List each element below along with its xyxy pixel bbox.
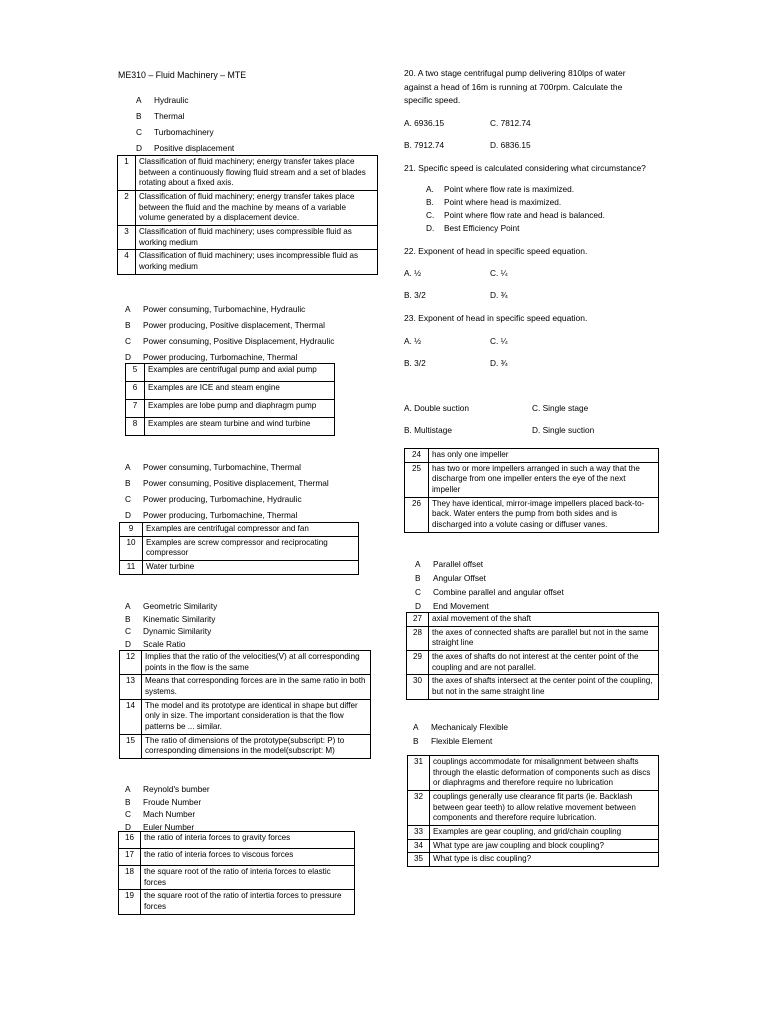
choice-c: C. 7812.74 — [490, 118, 531, 128]
option-row — [424, 183, 664, 196]
table-row — [126, 400, 335, 418]
option-text: Power producing, Turbomachine, Thermal — [143, 510, 298, 520]
table-row — [407, 675, 659, 699]
option-text: Kinematic Similarity — [143, 613, 216, 624]
item-number: 17 — [119, 849, 141, 866]
item-number: 2 — [118, 191, 136, 226]
item-text: has only one impeller — [429, 449, 659, 463]
choice-b: B. Multistage — [404, 425, 452, 435]
option-text: Turbomachinery — [154, 127, 214, 137]
table-row — [119, 849, 355, 866]
section-1-table — [117, 155, 378, 275]
option-text: Hydraulic — [154, 95, 189, 105]
section-7-options — [415, 560, 645, 613]
item-number: 4 — [118, 250, 136, 274]
option-letter: B — [125, 320, 131, 330]
table-row — [118, 226, 378, 250]
option-letter: C — [125, 626, 131, 636]
option-row — [415, 574, 645, 588]
table-row — [407, 613, 659, 627]
table-row — [126, 382, 335, 400]
option-letter: A — [136, 95, 142, 105]
option-text: Geometric Similarity — [143, 601, 218, 611]
item-number: 10 — [120, 536, 143, 560]
choice-c: C. ¼ — [490, 268, 508, 278]
option-letter: A — [125, 462, 131, 472]
option-text: End Movement — [433, 601, 489, 611]
option-letter: B — [125, 796, 131, 807]
table-row — [120, 675, 371, 699]
option-text: Angular Offset — [433, 573, 486, 583]
choice-a: A. 6936.15 — [404, 118, 445, 128]
section-8-table — [407, 755, 659, 867]
option-letter: D — [125, 352, 131, 362]
option-letter: A — [415, 559, 421, 569]
item-text: Examples are gear coupling, and grid/chain coupling — [430, 826, 659, 840]
option-text: Thermal — [154, 111, 185, 121]
table-row — [119, 866, 355, 890]
option-text: Mach Number — [143, 809, 196, 819]
option-letter: B — [136, 111, 142, 121]
item-text: Examples are lobe pump and diaphragm pump — [145, 400, 335, 418]
option-text: Power consuming, Turbomachine, Hydraulic — [143, 304, 306, 314]
table-row — [405, 462, 659, 497]
option-text: Parallel offset — [433, 559, 484, 569]
section-2-options — [125, 305, 375, 365]
table-row — [408, 839, 659, 853]
option-text: Point where flow rate is maximized. — [444, 184, 575, 194]
option-letter: D — [415, 601, 421, 611]
option-text: Euler Number — [143, 821, 195, 832]
option-text: Power producing, Positive displacement, Thermal — [143, 320, 326, 330]
question-23-choices — [404, 336, 644, 368]
choice-d: D. ¾ — [490, 290, 508, 300]
item-text: the axes of shafts intersect at the center point of the coupling, but not in the same straight line — [429, 675, 659, 699]
option-row — [424, 222, 664, 235]
item-number: 34 — [408, 839, 430, 853]
item-text: Examples are centrifugal pump and axial pump — [145, 364, 335, 382]
choice-d: D. 6836.15 — [490, 140, 531, 150]
table-row — [407, 626, 659, 650]
option-row — [125, 810, 345, 823]
item-text: Classification of fluid machinery; uses incompressible fluid as working medium — [136, 250, 378, 274]
option-text: Best Efficiency Point — [444, 222, 520, 233]
option-row — [125, 627, 345, 640]
option-letter: A — [125, 601, 131, 611]
item-number: 5 — [126, 364, 145, 382]
item-number: 30 — [407, 675, 429, 699]
option-row — [125, 602, 345, 615]
option-text: Power consuming, Turbomachine, Thermal — [143, 462, 302, 472]
choice-a: A. ½ — [404, 336, 422, 346]
item-number: 8 — [126, 418, 145, 436]
table-row — [126, 418, 335, 436]
choice-c: C. ¼ — [490, 336, 508, 346]
option-letter: C — [415, 587, 421, 597]
item-number: 31 — [408, 756, 430, 791]
choice-b: B. 7912.74 — [404, 140, 445, 150]
item-number: 1 — [118, 156, 136, 191]
item-number: 11 — [120, 561, 143, 575]
table-row — [408, 756, 659, 791]
item-number: 32 — [408, 791, 430, 826]
item-text: What type is disc coupling? — [430, 853, 659, 867]
option-row — [125, 640, 345, 651]
option-letter: C — [125, 809, 131, 819]
section-4-options — [125, 602, 345, 651]
choice-b: B. 3/2 — [404, 290, 426, 300]
option-text: Point where flow rate and head is balanced. — [444, 209, 605, 220]
option-text: Power consuming, Positive Displacement, Hydraulic — [143, 336, 335, 346]
choice-b: B. 3/2 — [404, 358, 426, 368]
option-row — [136, 112, 336, 128]
table-row — [120, 734, 371, 758]
table-row — [408, 791, 659, 826]
table-row — [405, 497, 659, 532]
item-text: Implies that the ratio of the velocities(V) at all corresponding points in the flow is the same — [142, 651, 371, 675]
item-number: 13 — [120, 675, 142, 699]
item-number: 29 — [407, 651, 429, 675]
item-text: Examples are screw compressor and reciprocating compressor — [143, 536, 359, 560]
option-row — [125, 785, 345, 798]
choice-c: C. Single stage — [532, 403, 589, 413]
option-letter: C — [125, 336, 131, 346]
item-text: Means that corresponding forces are in the same ratio in both systems. — [142, 675, 371, 699]
item-text: Classification of fluid machinery; energy transfer takes place between a continuously flowing fluid stream and a set of blades rotating about a fixed axis. — [136, 156, 378, 191]
section-6-choices — [404, 403, 654, 435]
item-text: Examples are centrifugal compressor and fan — [143, 523, 359, 537]
item-text: the square root of the ratio of interia forces to elastic forces — [141, 866, 355, 890]
table-row — [119, 890, 355, 914]
item-text: Classification of fluid machinery; uses compressible fluid as working medium — [136, 226, 378, 250]
question-20: 20. A two stage centrifugal pump delivering 810lps of water against a head of 16m is running at 700rpm. Calculate the specific speed. — [404, 68, 626, 106]
section-4-table — [119, 650, 371, 759]
question-21-options — [424, 183, 664, 234]
option-letter: C. — [426, 209, 435, 220]
option-row — [125, 321, 375, 337]
page-title: ME310 – Fluid Machinery – MTE — [118, 70, 247, 80]
option-letter: B — [125, 613, 131, 624]
section-7-table — [406, 612, 659, 700]
question-21: 21. Specific speed is calculated considering what circumstance? — [404, 163, 646, 173]
option-row — [125, 337, 375, 353]
section-8-options — [413, 723, 643, 748]
item-text: The ratio of dimensions of the prototype(subscript: P) to corresponding dimensions in the model(subscript: M) — [142, 734, 371, 758]
option-letter: A — [125, 304, 131, 314]
question-22-choices — [404, 268, 644, 300]
table-row — [408, 826, 659, 840]
option-text: Froude Number — [143, 796, 202, 807]
item-text: the square root of the ratio of intertia forces to pressure forces — [141, 890, 355, 914]
option-row — [424, 209, 664, 222]
option-letter: A — [413, 722, 419, 732]
option-letter: D — [125, 821, 131, 832]
option-text: Flexible Element — [431, 736, 493, 746]
option-letter: C — [125, 494, 131, 504]
item-text: has two or more impellers arranged in such a way that the discharge from one impeller enters the eye of the next impeller — [429, 462, 659, 497]
option-row — [125, 305, 375, 321]
item-text: Water turbine — [143, 561, 359, 575]
table-row — [120, 561, 359, 575]
table-row — [118, 191, 378, 226]
table-row — [126, 364, 335, 382]
option-row — [413, 737, 643, 748]
option-letter: D — [125, 638, 131, 649]
option-text: Positive displacement — [154, 143, 235, 153]
option-row — [415, 588, 645, 602]
option-text: Point where head is maximized. — [444, 196, 562, 207]
option-row — [136, 128, 336, 144]
option-text: Power producing, Turbomachine, Thermal — [143, 352, 298, 362]
section-1-options — [136, 96, 336, 156]
option-row — [413, 723, 643, 737]
item-text: the ratio of interia forces to gravity forces — [141, 832, 355, 849]
item-number: 19 — [119, 890, 141, 914]
item-number: 28 — [407, 626, 429, 650]
item-text: axial movement of the shaft — [429, 613, 659, 627]
option-row — [424, 196, 664, 209]
table-row — [120, 699, 371, 734]
option-letter: D — [136, 143, 142, 153]
option-letter: A — [125, 784, 131, 794]
item-text: What type are jaw coupling and block coupling? — [430, 839, 659, 853]
item-text: They have identical, mirror-image impellers placed back-to-back. Water enters the pump from both sides and is discharged into a volute casing or diffuser vanes. — [429, 497, 659, 532]
option-letter: D — [125, 510, 131, 520]
section-5-table — [118, 831, 355, 915]
choice-d: D. Single suction — [532, 425, 595, 435]
item-text: the axes of shafts do not interest at the center point of the coupling and are not parallel. — [429, 651, 659, 675]
item-text: couplings generally use clearance fit parts (ie. Backlash between gear teeth) to allow relative movement between components and therefore require lubrication. — [430, 791, 659, 826]
option-letter: B — [125, 478, 131, 488]
item-number: 12 — [120, 651, 142, 675]
section-5-options — [125, 785, 345, 833]
option-letter: B — [415, 573, 421, 583]
question-23: 23. Exponent of head in specific speed equation. — [404, 313, 588, 323]
item-number: 24 — [405, 449, 429, 463]
item-number: 35 — [408, 853, 430, 867]
option-letter: D. — [426, 222, 435, 233]
option-text: Mechanicaly Flexible — [431, 722, 509, 732]
choice-a: A. Double suction — [404, 403, 470, 413]
question-20-choices — [404, 118, 644, 150]
option-row — [125, 479, 375, 495]
item-number: 3 — [118, 226, 136, 250]
item-number: 14 — [120, 699, 142, 734]
option-text: Scale Ratio — [143, 638, 186, 649]
option-row — [415, 560, 645, 574]
item-text: the ratio of interia forces to viscous forces — [141, 849, 355, 866]
table-row — [120, 523, 359, 537]
option-letter: B — [413, 736, 419, 746]
table-row — [405, 449, 659, 463]
section-2-table — [125, 363, 335, 436]
item-number: 6 — [126, 382, 145, 400]
table-row — [119, 832, 355, 849]
option-row — [125, 511, 375, 522]
option-text: Dynamic Similarity — [143, 626, 212, 636]
section-6-table — [404, 448, 659, 533]
option-letter: B. — [426, 196, 434, 207]
option-text: Power consuming, Positive displacement, Thermal — [143, 478, 329, 488]
item-text: The model and its prototype are identical in shape but differ only in size. The important consideration is that the flow patterns be ... similar. — [142, 699, 371, 734]
item-text: Examples are ICE and steam engine — [145, 382, 335, 400]
item-number: 27 — [407, 613, 429, 627]
item-text: the axes of connected shafts are parallel but not in the same straight line — [429, 626, 659, 650]
option-letter: C — [136, 127, 142, 137]
choice-a: A. ½ — [404, 268, 422, 278]
table-row — [120, 536, 359, 560]
table-row — [407, 651, 659, 675]
item-number: 26 — [405, 497, 429, 532]
section-3-table — [119, 522, 359, 575]
item-text: couplings accommodate for misalignment between shafts through the elastic deformation of components such as discs or diaphragms and therefore require no lubrication — [430, 756, 659, 791]
option-text: Combine parallel and angular offset — [433, 587, 564, 597]
option-text: Power producing, Turbomachine, Hydraulic — [143, 494, 302, 504]
option-row — [125, 495, 375, 511]
option-row — [125, 463, 375, 479]
table-row — [118, 250, 378, 274]
question-22: 22. Exponent of head in specific speed equation. — [404, 246, 588, 256]
table-row — [120, 651, 371, 675]
choice-d: D. ¾ — [490, 358, 508, 368]
option-text: Reynold's bumber — [143, 784, 210, 794]
item-number: 7 — [126, 400, 145, 418]
item-number: 9 — [120, 523, 143, 537]
item-number: 16 — [119, 832, 141, 849]
table-row — [118, 156, 378, 191]
item-number: 33 — [408, 826, 430, 840]
item-text: Examples are steam turbine and wind turbine — [145, 418, 335, 436]
option-letter: A. — [426, 184, 434, 194]
item-text: Classification of fluid machinery; energy transfer takes place between the fluid and the machine by means of a variable volume generated by a displacement device. — [136, 191, 378, 226]
option-row — [136, 96, 336, 112]
item-number: 15 — [120, 734, 142, 758]
item-number: 25 — [405, 462, 429, 497]
table-row — [408, 853, 659, 867]
section-3-options — [125, 463, 375, 522]
item-number: 18 — [119, 866, 141, 890]
